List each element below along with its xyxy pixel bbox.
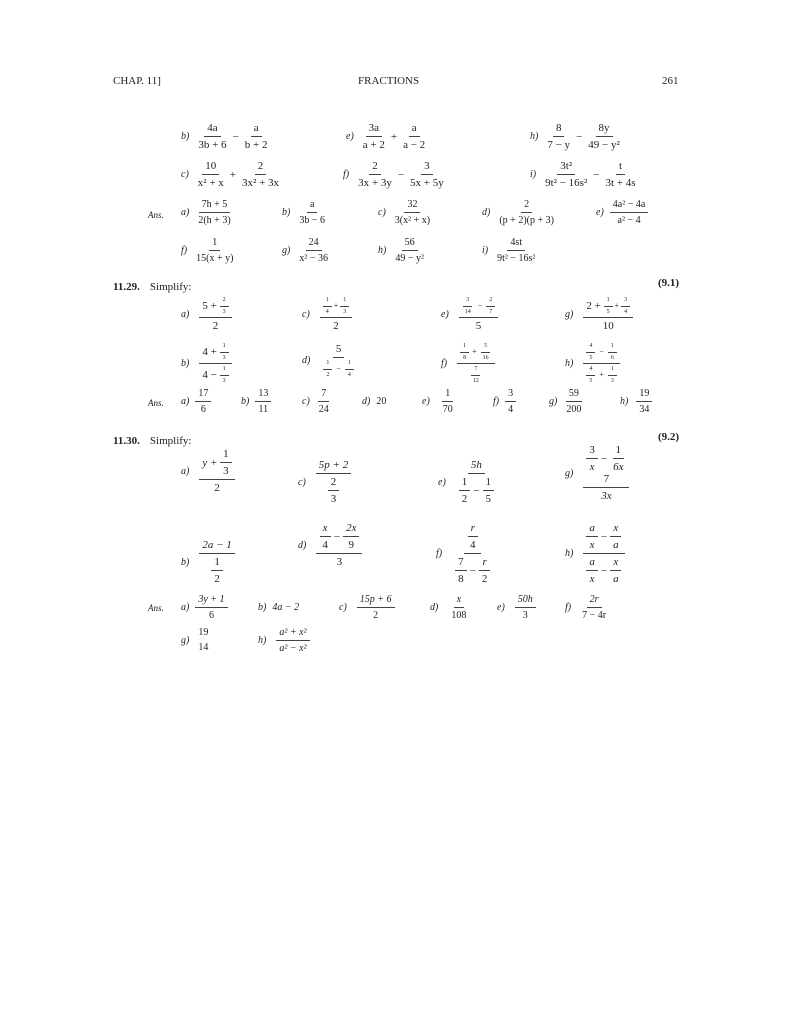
problem-11-28-h: h) $\frac{8}{7 - y}$ − $\frac{8y}{\text{49 − y²}}$ [530, 122, 620, 152]
problem-11-30-h: h) $\frac{a}{x}$ − $\frac{x}{a}$ $\frac{a}{x}$ − $\frac{x}{a}$ [565, 522, 625, 585]
problem-11-30-ref: (9.2) [658, 431, 680, 443]
problem-11-30-heading: 11.30. Simplify: [113, 435, 192, 447]
problem-11-30-e: e) 5h $\frac{1}{2}$ − $\frac{1}{5}$ [438, 459, 497, 505]
answer-11-30-f: f) $\frac{2r}{7 - 4r}$ [565, 594, 607, 621]
problem-11-29-heading: 11.29. Simplify: [113, 281, 192, 293]
answer-11-28-d: d) $\frac{2}{(p + 2)(p + 3)}$ [482, 199, 554, 226]
answer-11-28-g: g) $\frac{24}{\text{x² − 36}}$ [282, 237, 328, 264]
problem-11-30-d: d) $\frac{x}{4}$ − $\frac{2x}{9}$ 3 [298, 522, 362, 568]
answer-11-30-a: a) $\frac{3y + 1}{6}$ [181, 594, 228, 621]
problem-11-29-g: g) 2 + $\frac{1}{5}$ + $\frac{3}{4}$ 10 [565, 297, 633, 332]
problem-11-28-c: c) $\frac{10}{\text{x² + x}}$ + $\frac{2}{\text{3x² + 3x}}$ [181, 160, 280, 190]
answer-11-30-c: c) $\frac{15p + 6}{2}$ [339, 594, 395, 621]
answer-11-28-h: h) $\frac{56}{\text{49 − y²}}$ [378, 237, 424, 264]
answer-11-30-b: b) 4a − 2 [258, 602, 300, 613]
problem-11-29-ref: (9.1) [658, 277, 680, 289]
answer-11-30-h: h) $\frac{\text{a² + x²}}{\text{a² − x²}}$ [258, 627, 310, 654]
answer-11-29-e: e) $\frac{1}{70}$ [422, 388, 453, 415]
problem-11-30-a: a) y + $\frac{1}{3}$ 2 [181, 448, 235, 494]
answer-11-29-f: f) $\frac{3}{4}$ [493, 388, 516, 415]
answer-11-29-a: a) $\frac{17}{6}$ [181, 388, 211, 415]
problem-11-30-c: c) $\frac{5p + 2}{\frac{2}{3}}$ [298, 459, 351, 505]
answer-11-28-a: a) $\frac{7h + 5}{2(h + 3)}$ [181, 199, 231, 226]
answer-11-28-c: c) $\frac{32}{\text{3(x² + x)}}$ [378, 199, 431, 226]
problem-11-30-b: b) $\frac{2a - 1}{\frac{1}{2}}$ [181, 539, 235, 585]
page-number: 261 [662, 75, 679, 87]
answer-11-30-d: d) $\frac{x}{108}$ [430, 594, 467, 621]
problem-11-28-i: i) $\frac{\text{3t²}}{\text{9t² − 16s²}}$ − $\frac{t}{3t + 4s}$ [530, 160, 636, 190]
problem-11-30-g: g) $\frac{3}{x}$ − $\frac{1}{6x}$ 7 3x [565, 444, 629, 502]
page-title: FRACTIONS [358, 75, 420, 87]
problem-11-30-f: f) $\frac{r}{4}$ $\frac{7}{8}$ − $\frac{r}{2}$ [436, 522, 493, 585]
problem-11-29-h: h) $\frac{4}{5}$ − $\frac{1}{6}$ $\frac{4}{5}$ + $\frac{1}{3}$ [565, 343, 620, 384]
problem-11-29-a: a) 5 + $\frac{2}{3}$ 2 [181, 297, 232, 332]
answer-11-29-d: d) 20 [362, 396, 387, 407]
answer-11-29-c: c) $\frac{7}{24}$ [302, 388, 329, 415]
chapter-label: CHAP. 11] [113, 75, 161, 87]
answer-11-28-i: i) $\frac{4st}{\text{9t² − 16s²}}$ [482, 237, 536, 264]
answers-label: Ans. [148, 398, 164, 408]
problem-11-29-f: f) $\frac{1}{8}$ + $\frac{5}{16}$ $\frac{7}{12}$ [441, 343, 495, 384]
problem-11-29-b: b) 4 + $\frac{1}{3}$ 4 − $\frac{1}{3}$ [181, 343, 232, 384]
answer-11-29-g: g) $\frac{59}{200}$ [549, 388, 582, 415]
answer-11-29-b: b) $\frac{13}{11}$ [241, 388, 271, 415]
answer-11-29-h: h) $\frac{19}{34}$ [620, 388, 652, 415]
answer-11-28-b: b) $\frac{a}{3b - 6}$ [282, 199, 325, 226]
answer-11-28-f: f) $\frac{1}{15(x + y)}$ [181, 237, 234, 264]
problem-11-29-d: d) 5 $\frac{1}{2}$ − $\frac{1}{4}$ [302, 343, 357, 378]
problem-11-29-c: c) $\frac{1}{4}$ + $\frac{1}{3}$ 2 [302, 297, 352, 332]
answers-label: Ans. [148, 210, 164, 220]
problem-11-28-b: b) $\frac{4a}{3b + 6}$ − $\frac{a}{b + 2}$ [181, 122, 268, 152]
problem-11-28-f: f) $\frac{2}{3x + 3y}$ − $\frac{3}{5x + 5y}$ [343, 160, 444, 190]
problem-11-29-e: e) $\frac{3}{14}$ − $\frac{2}{7}$ 5 [441, 297, 498, 332]
answers-label: Ans. [148, 603, 164, 613]
answer-11-30-g: g) 19 14 [181, 627, 209, 653]
problem-11-28-e: e) $\frac{3a}{a + 2}$ + $\frac{a}{a - 2}$ [346, 122, 426, 152]
answer-11-28-e: e) $\frac{\text{4a² − 4a}}{\text{a² − 4}}$ [596, 199, 648, 226]
answer-11-30-e: e) $\frac{50h}{3}$ [497, 594, 536, 621]
